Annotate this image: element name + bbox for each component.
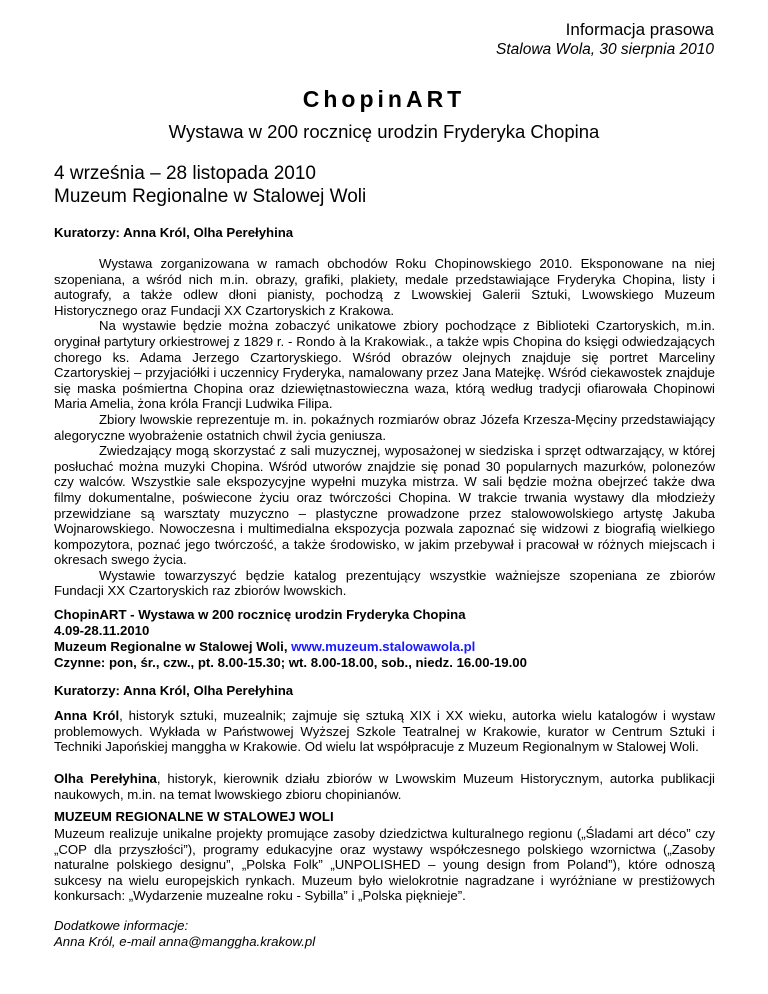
- bio-name: Olha Perełyhina: [54, 771, 157, 786]
- paragraph: Zbiory lwowskie reprezentuje m. in. pokaźnych rozmiarów obraz Józefa Krzesza-Męciny przedstawiający alegoryczne wyobrażenie ostatnich chwil życia geniusza.: [54, 411, 715, 443]
- bio-text: , historyk sztuki, muzealnik; zajmuje się sztuką XIX i XX wieku, autorka wielu katalogów i wystaw problemowych. Wykłada w Państwowej Wyższej Szkole Teatralnej w Krakowie, kurator w Centrum Sztuki i Techniki Japońskiej manggha w Krakowie. Od wielu lat współpracuje z Muzeum Regionalnym w Stalowej Woli.: [54, 708, 715, 755]
- bio-anna-krol: [54, 708, 715, 755]
- paragraph: Wystawie towarzyszyć będzie katalog prezentujący wszystkie ważniejsze szopeniana ze zbiorów Fundacji XX Czartoryskich raz zbiorów lwowskich.: [54, 567, 715, 599]
- description-section: [54, 256, 715, 599]
- info-venue: [54, 639, 715, 655]
- place-date: Stalowa Wola, 30 sierpnia 2010: [496, 41, 714, 58]
- opening-hours: Czynne: pon, śr., czw., pt. 8.00-15.30; wt. 8.00-18.00, sob., niedz. 16.00-19.00: [54, 655, 527, 670]
- museum-heading: MUZEUM REGIONALNE W STALOWEJ WOLI: [54, 809, 334, 824]
- contact-person: Anna Król, e-mail anna@manggha.krakow.pl: [54, 934, 316, 949]
- contact-block: [54, 918, 715, 950]
- bio-olha-perelyhina: [54, 771, 715, 802]
- museum-description: Muzeum realizuje unikalne projekty promujące zasoby dziedzictwa kulturalnego regionu („Śladami art déco” czy „COP dla przyszłości”), programy edukacyjne oraz wystawy współczesnego polskiego wzornictwa („Zasoby naturalne polskiego designu”, „Polska Folk” „UNPOLISHED – young design from Poland”), które odnoszą sukcesy na wielu europejskich rynkach. Muzeum było wielokrotnie nagradzane i wyróżniane w prestiżowych konkursach: „Wydarzenie muzealne roku - Sybilla” i „Polska pięknieje”.: [54, 826, 715, 904]
- paragraph: Wystawa zorganizowana w ramach obchodów Roku Chopinowskiego 2010. Eksponowane na niej szopeniana, a wśród nich m.in. obrazy, grafiki, plakiety, medale przedstawiające Fryderyka Chopina, listy i autografy, a także odlew dłoni pianisty, pochodzą z Lwowskiej Galerii Sztuki, Lwowskiego Muzeum Historycznego oraz Fundacji XX Czartoryskich z Krakowa.: [54, 256, 715, 318]
- exhibition-venue: Muzeum Regionalne w Stalowej Woli: [54, 186, 367, 207]
- bio-text: , historyk, kierownik działu zbiorów w Lwowskim Muzeum Historycznym, autorka publikacji naukowych, m.in. na temat lwowskiego zbioru chopinianów.: [54, 771, 715, 802]
- curators-line: Kuratorzy: Anna Król, Olha Perełyhina: [54, 683, 294, 698]
- exhibition-dates: 4 września – 28 listopada 2010: [54, 163, 316, 184]
- paragraph: Na wystawie będzie można zobaczyć unikatowe zbiory pochodzące z Biblioteki Czartoryskich, m.in. oryginał partytury orkiestrowej z 1829 r. - Rondo à la Krakowiak., a także wpis Chopina do księgi odwiedzających chorego ks. Adama Jerzego Czartoryskiego. Wśród obrazów olejnych znajduje się portret Marceliny Czartoryskiej – przyjaciółki i uczennicy Fryderyka, namalowany przez Jana Matejkę. Wśród ciekawostek znajduje się maska pośmiertna Chopina oraz dziewiętnastowieczna waza, którą według tradycji ofiarowała Chopinowi Maria Amelia, żona króla Francji Ludwika Filipa.: [54, 318, 715, 412]
- contact-label: Dodatkowe informacje:: [54, 918, 189, 933]
- info-venue-name: Muzeum Regionalne w Stalowej Woli,: [54, 639, 292, 654]
- museum-website-link[interactable]: www.muzeum.stalowawola.pl: [291, 639, 476, 654]
- press-label: Informacja prasowa: [565, 20, 714, 39]
- info-title: ChopinART - Wystawa w 200 rocznicę urodzin Fryderyka Chopina: [54, 607, 466, 622]
- bio-name: Anna Król: [54, 708, 120, 723]
- paragraph: Zwiedzający mogą skorzystać z sali muzycznej, wyposażonej w siedziska i sprzęt odtwarzający, w której posłuchać można muzyki Chopina. Wśród utworów znajdzie się ponad 30 popularnych mazurków, polonezów czy walców. Wszystkie sale ekspozycyjne wypełni muzyka mistrza. W sali będzie można obejrzeć także dwa filmy dokumentalne, poświecone życiu oraz twórczości Chopina. W trakcie trwania wystawy dla młodzieży przewidziane są warsztaty muzyczno – plastyczne prowadzone przez stalowowolskiego artystę Jakuba Wojnarowskiego. Nowoczesna i multimedialna ekspozycja pozwala zapoznać się widzowi z biografią wielkiego kompozytora, poznać jego twórczość, a także środowisko, w jakim przebywał i pracował w różnych miejscach i okresach swego życia.: [54, 443, 715, 568]
- page-subtitle: Wystawa w 200 rocznicę urodzin Fryderyka Chopina: [168, 121, 600, 142]
- info-dates: 4.09-28.11.2010: [54, 623, 150, 638]
- page-title: ChopinART: [302, 86, 466, 112]
- info-block: [54, 607, 715, 671]
- curators-line: Kuratorzy: Anna Król, Olha Perełyhina: [54, 225, 294, 240]
